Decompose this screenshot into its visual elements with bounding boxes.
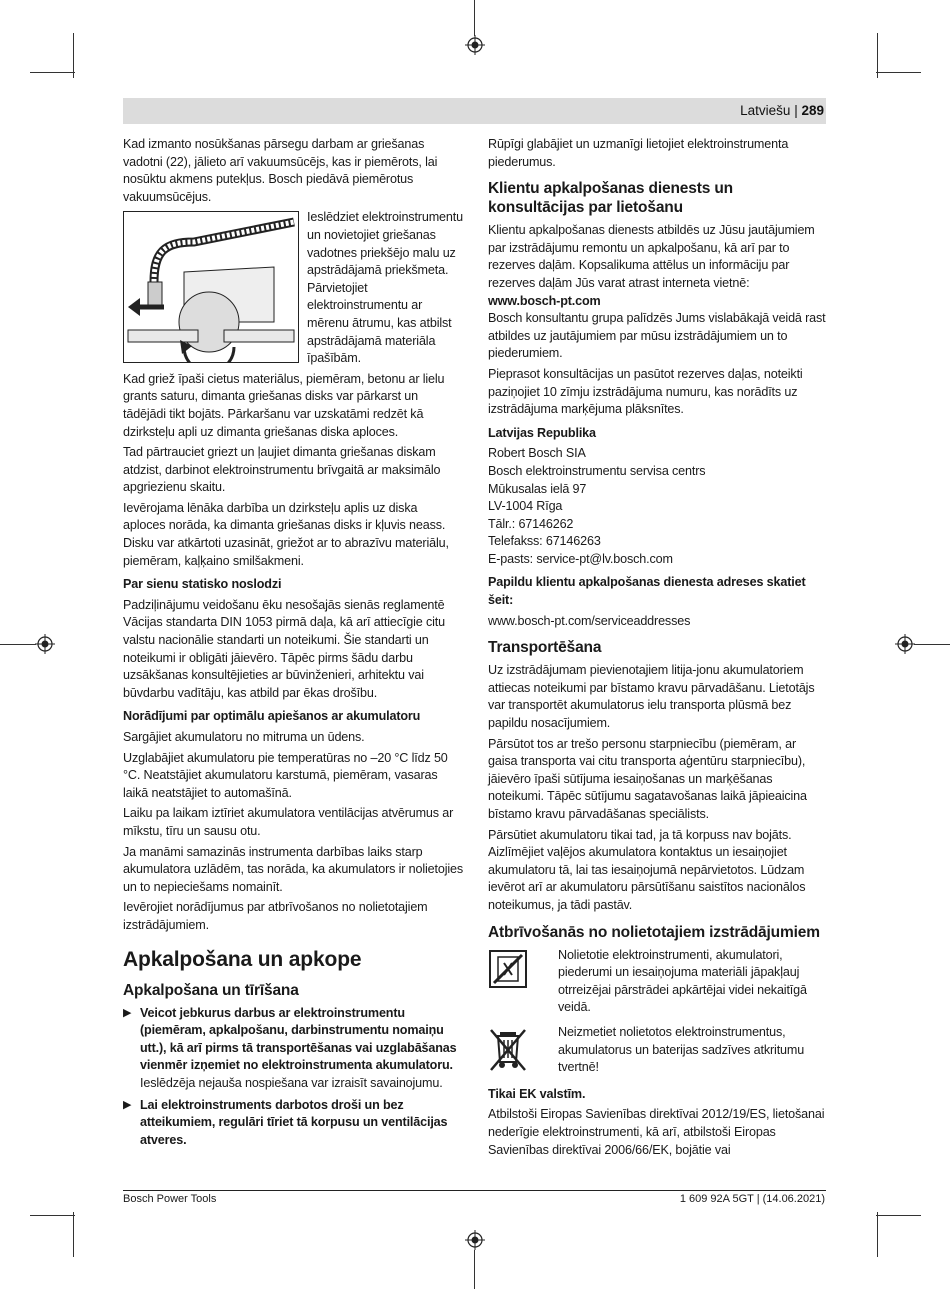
crop-mark bbox=[876, 72, 921, 73]
address-line: Mūkusalas ielā 97 bbox=[488, 481, 587, 496]
registration-mark-icon bbox=[465, 1230, 485, 1250]
registration-mark-icon bbox=[895, 634, 915, 654]
service-addresses-link[interactable]: www.bosch-pt.com/serviceaddresses bbox=[488, 613, 691, 628]
recycling-symbol-icon bbox=[488, 949, 528, 989]
heading-cleaning: Apkalpošana un tīrīšana bbox=[123, 981, 299, 999]
bullet-triangle-icon: ▶ bbox=[123, 1098, 132, 1111]
paragraph-transport-3: Pārsūtiet akumulatoru tikai tad, ja tā korpuss nav bojāts. Aizlīmējiet vaļējos akumulatora kontaktus un iesaiņojiet akumulatoru tā, lai tas iesaiņojumā nepārvietotos. Lūdzam ievērot arī ar akumulatoru pārsūtīšanu saistītos nacionālos noteikumus, ja tādi pastāv. bbox=[488, 827, 806, 912]
paragraph-customer-3: Pieprasot konsultācijas un pasūtot rezerves daļas, noteikti paziņojiet 10 zīmju izstrādājuma numuru, kas norādīts uz izstrādājuma marķējuma plāksnītes. bbox=[488, 366, 803, 417]
figure-block bbox=[123, 209, 463, 370]
customer-text: Klientu apkalpošanas dienests atbildēs uz Jūsu jautājumiem par izstrādājumu remontu un apkalpošanu, kā arī par to rezerves daļām. Kopsalikuma attēlus un informāciju par rezerves daļām Jūs varat atrast interneta vietnē: bbox=[488, 223, 815, 290]
crop-mark bbox=[474, 1250, 475, 1289]
crop-mark bbox=[914, 644, 950, 645]
paragraph-hard-materials: Kad griež īpaši cietus materiālus, piemēram, betonu ar lielu grants saturu, dimanta griešanas disks var pārkarst un tādējādi tikt bojāts. Pārkaršanu var uzskatāmi redzēt kā dzirksteļu apli uz dimanta griešanas diska aploces. bbox=[123, 371, 445, 439]
paragraph-transport-1: Uz izstrādājumam pievienotajiem litija-jonu akumulatoriem attiecas noteikumi par bīstamo kravu pārvadāšanu. Lietotājs var transportēt akumulatorus ielu transporta plūsmā bez papildu nosacījumiem. bbox=[488, 663, 815, 731]
header-band bbox=[123, 98, 826, 124]
paragraph-battery-2: Uzglabājiet akumulatoru pie temperatūras no –20 °C līdz 50 °C. Neatstājiet akumulatoru karstumā, piemēram, vasaras laikā neatstājiet to automašīnā. bbox=[123, 750, 448, 800]
website-link[interactable]: www.bosch-pt.com bbox=[488, 293, 601, 308]
heading-transport: Transportēšana bbox=[488, 639, 602, 657]
disposal-row bbox=[488, 1024, 828, 1080]
paragraph-customer-1 bbox=[488, 222, 828, 310]
cutting-guide-illustration-icon bbox=[123, 211, 299, 363]
crop-mark bbox=[73, 1212, 74, 1257]
heading-latvia: Latvijas Republika bbox=[488, 425, 596, 440]
paragraph-slow-cutting: Ievērojama lēnāka darbība un dzirksteļu aplis uz diska aploces norāda, ka dimanta griešanas disks ir kļuvis neass. Disku var atkārtoti uzasināt, griežot ar to abrazīvu materiālu, piemēram, kaļķaino smilšakmeni. bbox=[123, 500, 449, 568]
address-line: Robert Bosch SIA bbox=[488, 446, 586, 461]
paragraph-vacuum: Kad izmanto nosūkšanas pārsegu darbam ar griešanas vadotni (22), jālieto arī vakuumsūcējs, kas ir piemērots, lai nosūktu akmens putekļus. Bosch piedāvā piemērotus vakuumsūcējus. bbox=[123, 137, 438, 204]
crop-mark bbox=[474, 0, 475, 36]
paragraph-disposal-1: Nolietotie elektroinstrumenti, akumulatori, piederumi un iesaiņojuma materiāli jāpakļauj otrreizējai pārstrādei apkārtējai videi nekaitīgā veidā. bbox=[558, 947, 807, 1015]
paragraph-battery-3: Laiku pa laikam iztīriet akumulatora ventilācijas atvērumus ar mīkstu, tīru un sausu otu. bbox=[123, 806, 454, 838]
heading-battery: Norādījumi par optimālu apiešanos ar akumulatoru bbox=[123, 709, 421, 724]
crop-mark bbox=[877, 1212, 878, 1257]
footer-divider bbox=[123, 1190, 826, 1191]
crop-mark bbox=[0, 644, 36, 645]
heading-disposal: Atbrīvošanās no nolietotajiem izstrādājumiem bbox=[488, 923, 820, 941]
paragraph-customer-2: Bosch konsultantu grupa palīdzēs Jums vislabākajā veidā rast atbildes uz jautājumiem par mūsu izstrādājumiem un to piederumiem. bbox=[488, 311, 826, 361]
address-block bbox=[488, 445, 828, 568]
heading-customer-service: Klientu apkalpošanas dienests un konsultācijas par lietošanu bbox=[488, 180, 733, 217]
footer-doc-number: 1 609 92A 5GT | (14.06.2021) bbox=[679, 1193, 825, 1205]
heading-service: Apkalpošana un apkope bbox=[123, 947, 362, 971]
list-item bbox=[123, 1097, 463, 1150]
heading-more-addresses: Papildu klientu apkalpošanas dienesta adreses skatiet šeit: bbox=[488, 575, 806, 608]
heading-eu: Tikai EK valstīm. bbox=[488, 1086, 586, 1101]
registration-mark-icon bbox=[465, 35, 485, 55]
header-separator: | bbox=[794, 103, 798, 118]
address-email[interactable]: E-pasts: service-pt@lv.bosch.com bbox=[488, 551, 673, 566]
paragraph-eu: Atbilstoši Eiropas Savienības direktīvai 2012/19/ES, lietošanai nederīgie elektroinstrumenti, kā arī, atbilstoši Eiropas Savienības direktīvai 2006/66/EK, bojātie vai bbox=[488, 1107, 825, 1157]
registration-mark-icon bbox=[35, 634, 55, 654]
paragraph-disposal-2: Neizmetiet nolietotos elektroinstrumentus, akumulatorus un baterijas sadzīves atkritumu tvertnē! bbox=[558, 1024, 805, 1075]
footer-brand: Bosch Power Tools bbox=[123, 1193, 217, 1205]
crop-mark bbox=[30, 72, 75, 73]
crop-mark bbox=[876, 1215, 921, 1216]
bullet-bold-text: Veicot jebkurus darbus ar elektroinstrumentu (piemēram, apkalpošanu, darbinstrumentu nomaiņu utt.), kā arī pirms tā transportēšanas vai uzglabāšanas vienmēr izņemiet no elektroinstrumenta akumulatoru. bbox=[140, 1005, 457, 1073]
paragraph-figure: Ieslēdziet elektroinstrumentu un novietojiet griešanas vadotnes priekšējo malu uz apstrādājamā priekšmeta. Pārvietojiet elektroinstrumentu ar mērenu ātrumu, kas atbilst apstrādājamā materiāla īpašībām. bbox=[307, 210, 463, 366]
paragraph-stop-cutting: Tad pārtrauciet griezt un ļaujiet dimanta griešanas diskam atdzist, darbinot elektroinstrumentu brīvgaitā ar maksimālo apgriezienu skaitu. bbox=[123, 445, 441, 495]
address-phone: Tālr.: 67146262 bbox=[488, 516, 574, 531]
heading-walls: Par sienu statisko noslodzi bbox=[123, 577, 282, 592]
bullet-triangle-icon: ▶ bbox=[123, 1006, 132, 1019]
paragraph-battery-1: Sargājiet akumulatoru no mitruma un ūdens. bbox=[123, 730, 365, 744]
address-line: LV-1004 Rīga bbox=[488, 499, 563, 514]
paragraph-transport-2: Pārsūtot tos ar trešo personu starpniecību (piemēram, ar gaisa transporta vai citu transporta aģentūru starpniecību), jāievēro īpaši sūtījuma iesaiņošanas un marķēšanas noteikumi. Tāpēc sūtījumu sagatavošanas laikā jāpieaicina bīstamo kravu pārvadāšanas speciālists. bbox=[488, 736, 807, 821]
disposal-row bbox=[488, 947, 828, 1020]
page-header bbox=[740, 103, 824, 118]
paragraph-walls: Padziļinājumu veidošanu ēku nesošajās sienās reglamentē Vācijas standarta DIN 1053 pirmā daļa, kā arī attiecīgie citu valstu nacionālie standarti un noteikumi. Šie standarti un noteikumi ir obligāti jāievēro. Tāpēc pirms šādu darbu uzsākšanas konsultējieties ar būvinženieri, arhitektu vai būvdarbu vadītāju, kas atbild par ēkas drošību. bbox=[123, 597, 445, 700]
right-column bbox=[488, 136, 828, 1162]
page-number: 289 bbox=[801, 103, 824, 118]
paragraph-battery-4: Ja manāmi samazinās instrumenta darbības laiks starp akumulatora uzlādēm, tas norāda, ka akumulators ir nolietojies un to nepieciešams nomainīt. bbox=[123, 844, 464, 894]
list-item bbox=[123, 1005, 463, 1093]
paragraph-battery-5: Ievērojiet norādījumus par atbrīvošanos no nolietotajiem izstrādājumiem. bbox=[123, 900, 428, 932]
crossed-bin-icon bbox=[488, 1026, 528, 1074]
address-fax: Telefakss: 67146263 bbox=[488, 534, 601, 549]
crop-mark bbox=[30, 1215, 75, 1216]
header-language: Latviešu bbox=[740, 103, 791, 118]
address-line: Bosch elektroinstrumentu servisa centrs bbox=[488, 463, 706, 478]
paragraph-accessories: Rūpīgi glabājiet un uzmanīgi lietojiet elektroinstrumenta piederumus. bbox=[488, 137, 789, 169]
left-column bbox=[123, 136, 463, 1153]
bullet-text: Ieslēdzēja nejauša nospiešana var izraisīt savainojumu. bbox=[140, 1075, 443, 1090]
bullet-bold-text: Lai elektroinstruments darbotos droši un bez atteikumiem, regulāri tīriet tā korpusu un ventilācijas atveres. bbox=[140, 1097, 448, 1147]
